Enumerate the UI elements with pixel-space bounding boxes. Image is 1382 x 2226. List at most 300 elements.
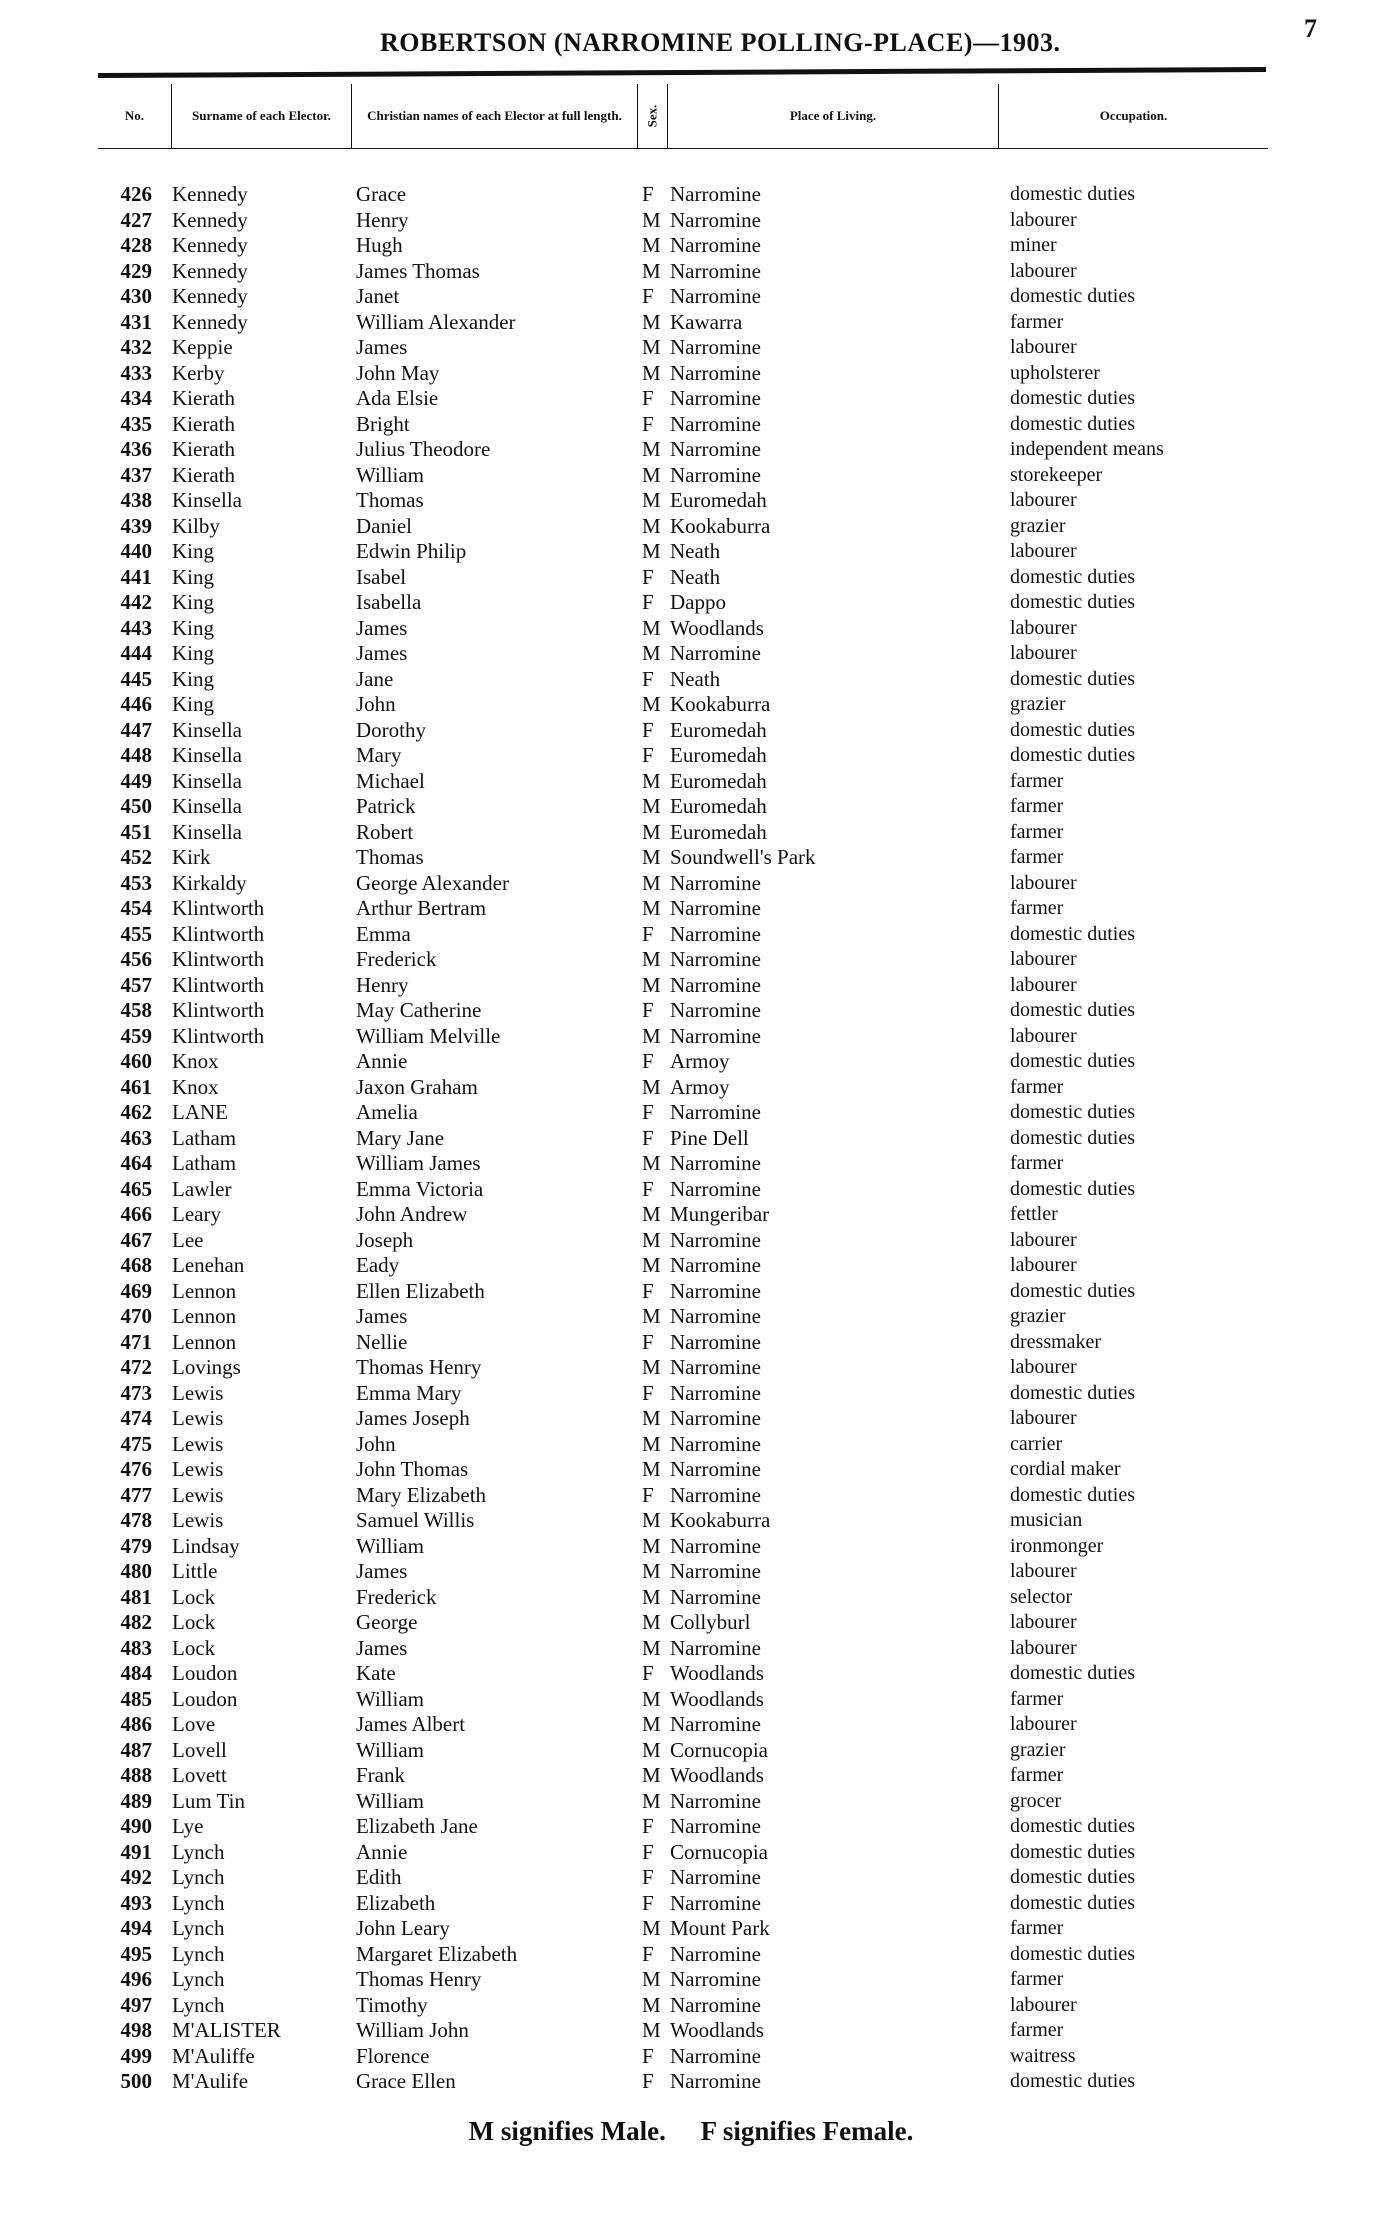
table-row [0,1789,1382,1815]
elector-surname: Kirk [172,845,211,869]
elector-number: 484 [120,1661,152,1685]
elector-number: 470 [120,1304,152,1328]
elector-occupation: domestic duties [1010,1279,1135,1302]
elector-place: Narromine [670,360,761,385]
elector-place: Narromine [670,2069,761,2093]
table-row [0,1253,1382,1279]
elector-occupation: labourer [1010,208,1077,231]
table-row [0,1228,1382,1254]
elector-sex: F [642,411,654,436]
elector-christian-names: Frederick [356,1584,437,1609]
elector-occupation: domestic duties [1010,1050,1135,1072]
elector-sex: M [642,819,661,844]
elector-sex: F [642,1839,654,1864]
elector-place: Narromine [670,870,761,895]
table-row [0,616,1382,642]
elector-christian-names: John [356,1431,396,1456]
elector-occupation: labourer [1010,489,1077,511]
elector-christian-names: William Alexander [356,309,516,334]
elector-place: Narromine [670,921,761,946]
elector-number: 498 [120,2018,152,2042]
elector-christian-names: May Catherine [356,998,482,1022]
elector-occupation: grocer [1010,1789,1062,1812]
elector-number: 439 [120,513,152,538]
elector-christian-names: Ada Elsie [356,386,439,410]
elector-christian-names: John May [356,360,440,385]
elector-occupation: farmer [1010,1075,1064,1098]
elector-christian-names: Annie [356,1839,408,1864]
table-row [0,1330,1382,1356]
elector-christian-names: Emma Mary [356,1380,462,1405]
table-row [0,539,1382,565]
table-row [0,820,1382,846]
elector-place: Neath [670,564,721,589]
elector-place: Narromine [670,258,761,283]
elector-place: Narromine [670,207,761,232]
elector-occupation: labourer [1010,871,1077,894]
elector-place: Narromine [670,1992,761,2017]
elector-christian-names: John [356,692,396,716]
elector-place: Narromine [670,1023,761,1048]
elector-place: Narromine [670,1176,761,1201]
elector-number: 441 [120,564,152,589]
elector-surname: Lynch [172,1967,225,1991]
elector-occupation: farmer [1010,2019,1064,2041]
elector-place: Narromine [670,1533,761,1558]
elector-christian-names: Bright [356,411,410,436]
table-row [0,1712,1382,1738]
elector-sex: M [642,692,661,716]
elector-christian-names: William [356,1788,424,1813]
elector-christian-names: James [356,1559,408,1583]
table-row [0,1100,1382,1126]
elector-number: 459 [120,1023,152,1048]
elector-sex: F [642,1049,654,1073]
elector-christian-names: Grace [356,182,407,206]
elector-christian-names: Samuel Willis [356,1508,475,1532]
header-occupation: Occupation. [1099,108,1168,123]
elector-number: 495 [120,1941,152,1966]
elector-occupation: labourer [1010,1611,1077,1633]
elector-place: Narromine [670,1431,761,1456]
elector-number: 483 [120,1635,152,1660]
elector-sex: M [642,1737,661,1762]
elector-surname: Leary [172,1202,221,1226]
table-row [0,1483,1382,1509]
elector-number: 428 [120,233,152,257]
elector-occupation: domestic duties [1010,1866,1135,1888]
elector-number: 489 [120,1788,152,1813]
elector-surname: Klintworth [172,921,265,946]
elector-place: Narromine [670,1890,761,1915]
elector-number: 469 [120,1278,152,1303]
elector-place: Narromine [670,1584,761,1609]
elector-surname: Kennedy [172,284,248,308]
table-row [0,743,1382,769]
elector-place: Narromine [670,1941,761,1966]
elector-list [0,182,1382,2095]
elector-place: Narromine [670,1355,761,1379]
elector-place: Woodlands [670,2018,764,2042]
elector-number: 434 [120,386,152,410]
elector-occupation: grazier [1010,1305,1066,1327]
elector-christian-names: Frank [356,1763,405,1787]
elector-surname: Kennedy [172,207,248,232]
elector-sex: F [642,2043,654,2068]
elector-sex: M [642,768,661,793]
table-row [0,998,1382,1024]
elector-number: 430 [120,284,152,308]
elector-occupation: carrier [1010,1432,1063,1455]
elector-occupation: selector [1010,1585,1073,1608]
table-row [0,1049,1382,1075]
elector-place: Narromine [670,1967,761,1991]
elector-surname: Kirkaldy [172,870,247,895]
elector-christian-names: William Melville [356,1023,501,1048]
elector-christian-names: Kate [356,1661,396,1685]
elector-christian-names: Jaxon Graham [356,1074,478,1099]
elector-christian-names: William John [356,2018,469,2042]
elector-occupation: domestic duties [1010,744,1135,766]
table-header [98,84,1268,149]
elector-place: Narromine [670,1380,761,1405]
elector-christian-names: Emma [356,921,411,946]
elector-surname: Kinsella [172,794,242,818]
table-row [0,463,1382,489]
elector-christian-names: Joseph [356,1227,414,1252]
elector-christian-names: Henry [356,972,409,997]
elector-place: Narromine [670,437,761,461]
elector-surname: Kinsella [172,819,242,844]
elector-occupation: labourer [1010,1228,1077,1251]
elector-place: Narromine [670,1304,761,1328]
elector-place: Armoy [670,1049,730,1073]
elector-number: 462 [120,1100,152,1124]
elector-sex: M [642,309,661,334]
elector-surname: Lovell [172,1737,227,1762]
elector-surname: Kierath [172,411,235,436]
elector-number: 491 [120,1839,152,1864]
elector-sex: M [642,462,661,487]
elector-number: 440 [120,539,152,563]
elector-number: 451 [120,819,152,844]
elector-number: 472 [120,1355,152,1379]
elector-number: 482 [120,1610,152,1634]
elector-surname: Kinsella [172,768,242,793]
elector-place: Narromine [670,1457,761,1481]
elector-place: Mount Park [670,1916,770,1940]
elector-number: 447 [120,717,152,742]
elector-christian-names: George Alexander [356,870,509,895]
elector-number: 455 [120,921,152,946]
elector-place: Narromine [670,462,761,487]
elector-surname: King [172,539,214,563]
elector-christian-names: Mary Jane [356,1125,445,1150]
table-row [0,667,1382,693]
table-row [0,514,1382,540]
elector-number: 460 [120,1049,152,1073]
elector-number: 452 [120,845,152,869]
elector-occupation: farmer [1010,897,1064,919]
elector-christian-names: Thomas Henry [356,1355,482,1379]
elector-place: Cornucopia [670,1839,768,1864]
elector-christian-names: John Andrew [356,1202,468,1226]
elector-number: 442 [120,590,152,614]
elector-place: Kawarra [670,309,743,334]
elector-number: 471 [120,1329,152,1354]
elector-surname: Lock [172,1635,216,1660]
elector-christian-names: Isabel [356,564,407,589]
table-row [0,1151,1382,1177]
elector-christian-names: Jane [356,666,394,691]
elector-christian-names: James Joseph [356,1406,470,1430]
table-row [0,1126,1382,1152]
elector-place: Narromine [670,284,761,308]
elector-number: 481 [120,1584,152,1609]
elector-occupation: labourer [1010,1713,1077,1735]
elector-occupation: farmer [1010,795,1064,817]
elector-surname: Lynch [172,1941,225,1966]
elector-occupation: storekeeper [1010,463,1103,486]
elector-occupation: farmer [1010,769,1064,792]
table-row [0,1585,1382,1611]
table-row [0,947,1382,973]
elector-sex: F [642,564,654,589]
elector-surname: Keppie [172,335,233,359]
elector-christian-names: Eady [356,1253,400,1277]
header-no: No. [98,84,172,148]
elector-number: 467 [120,1227,152,1252]
elector-sex: F [642,1890,654,1915]
elector-place: Narromine [670,1712,761,1736]
elector-number: 427 [120,207,152,232]
table-row [0,718,1382,744]
table-row [0,1202,1382,1228]
elector-occupation: labourer [1010,616,1077,639]
elector-surname: Lock [172,1584,216,1609]
elector-surname: Klintworth [172,998,265,1022]
elector-sex: M [642,1610,661,1634]
elector-occupation: domestic duties [1010,1815,1135,1837]
elector-occupation: labourer [1010,1993,1077,2016]
elector-christian-names: James Thomas [356,258,480,283]
elector-occupation: labourer [1010,1024,1077,1047]
table-row [0,692,1382,718]
elector-christian-names: Thomas [356,845,424,869]
elector-occupation: labourer [1010,1560,1077,1582]
elector-surname: Lovett [172,1763,227,1787]
elector-sex: F [642,743,654,767]
elector-sex: M [642,1227,661,1252]
elector-sex: M [642,1763,661,1787]
table-row [0,1687,1382,1713]
elector-christian-names: Mary [356,743,402,767]
elector-occupation: musician [1010,1509,1083,1531]
elector-occupation: domestic duties [1010,1662,1135,1684]
elector-place: Narromine [670,641,761,665]
elector-number: 457 [120,972,152,997]
header-sex-label: Sex. [644,104,660,128]
elector-surname: Klintworth [172,972,265,997]
table-row [0,973,1382,999]
elector-occupation: domestic duties [1010,183,1135,205]
elector-christian-names: Janet [356,284,400,308]
elector-number: 478 [120,1508,152,1532]
elector-occupation: farmer [1010,1764,1064,1786]
elector-sex: M [642,1023,661,1048]
elector-place: Euromedah [670,794,767,818]
elector-sex: M [642,335,661,359]
elector-number: 456 [120,947,152,971]
elector-sex: F [642,1865,654,1889]
elector-sex: M [642,1712,661,1736]
elector-sex: F [642,998,654,1022]
elector-occupation: domestic duties [1010,2070,1135,2092]
elector-number: 496 [120,1967,152,1991]
elector-number: 449 [120,768,152,793]
elector-sex: M [642,615,661,640]
elector-sex: F [642,717,654,742]
elector-sex: F [642,921,654,946]
elector-place: Armoy [670,1074,730,1099]
elector-sex: F [642,1814,654,1838]
elector-number: 444 [120,641,152,665]
elector-christian-names: Amelia [356,1100,418,1124]
elector-place: Cornucopia [670,1737,768,1762]
table-row [0,1636,1382,1662]
elector-place: Narromine [670,386,761,410]
elector-surname: Klintworth [172,896,265,920]
elector-sex: M [642,1431,661,1456]
elector-surname: King [172,615,214,640]
elector-occupation: domestic duties [1010,1126,1135,1149]
elector-sex: F [642,1176,654,1201]
table-row [0,794,1382,820]
elector-sex: M [642,1457,661,1481]
elector-surname: Loudon [172,1686,238,1711]
table-row [0,386,1382,412]
elector-surname: King [172,666,214,691]
elector-occupation: labourer [1010,1356,1077,1378]
elector-christian-names: John Leary [356,1916,450,1940]
elector-occupation: domestic duties [1010,285,1135,307]
elector-christian-names: John Thomas [356,1457,469,1481]
elector-sex: F [642,666,654,691]
elector-number: 497 [120,1992,152,2017]
elector-number: 464 [120,1151,152,1175]
elector-surname: Little [172,1559,218,1583]
elector-surname: Lum Tin [172,1788,245,1813]
elector-christian-names: Mary Elizabeth [356,1482,487,1507]
elector-christian-names: William [356,462,424,487]
elector-sex: M [642,1788,661,1813]
elector-surname: Lewis [172,1482,224,1507]
table-row [0,488,1382,514]
elector-surname: Lenehan [172,1253,245,1277]
elector-surname: Kennedy [172,309,248,334]
header-christian-names: Christian names of each Elector at full length. [352,84,638,148]
elector-surname: Kinsella [172,488,242,512]
elector-christian-names: Grace Ellen [356,2069,456,2093]
elector-sex: M [642,360,661,385]
elector-sex: M [642,1304,661,1328]
elector-surname: Lynch [172,1865,225,1889]
elector-sex: F [642,386,654,410]
elector-sex: M [642,1967,661,1991]
elector-occupation: domestic duties [1010,922,1135,945]
elector-sex: F [642,182,654,206]
elector-number: 426 [120,182,152,206]
elector-christian-names: James [356,641,408,665]
elector-christian-names: Dorothy [356,717,426,742]
table-row [0,2069,1382,2095]
elector-place: Narromine [670,1406,761,1430]
elector-surname: Kierath [172,462,235,487]
elector-occupation: farmer [1010,1152,1064,1174]
elector-number: 474 [120,1406,152,1430]
elector-occupation: grazier [1010,514,1066,537]
elector-surname: Kerby [172,360,225,385]
table-row [0,412,1382,438]
elector-surname: Lennon [172,1329,237,1354]
elector-number: 479 [120,1533,152,1558]
table-row [0,590,1382,616]
elector-number: 432 [120,335,152,359]
elector-sex: F [642,2069,654,2093]
elector-christian-names: Edith [356,1865,402,1889]
elector-christian-names: Julius Theodore [356,437,491,461]
elector-surname: Lee [172,1227,204,1252]
table-row [0,845,1382,871]
table-row [0,1865,1382,1891]
elector-christian-names: James [356,1635,408,1660]
elector-occupation: labourer [1010,973,1077,996]
elector-number: 436 [120,437,152,461]
table-row [0,335,1382,361]
elector-sex: F [642,1278,654,1303]
elector-sex: M [642,845,661,869]
elector-number: 448 [120,743,152,767]
table-row [0,1967,1382,1993]
elector-sex: M [642,1916,661,1940]
elector-number: 437 [120,462,152,487]
elector-surname: LANE [172,1100,228,1124]
elector-place: Neath [670,539,721,563]
elector-place: Narromine [670,1482,761,1507]
elector-christian-names: William [356,1533,424,1558]
elector-place: Euromedah [670,717,767,742]
elector-occupation: labourer [1010,259,1077,282]
elector-occupation: domestic duties [1010,387,1135,409]
elector-occupation: upholsterer [1010,361,1100,384]
elector-place: Euromedah [670,488,767,512]
table-row [0,565,1382,591]
elector-surname: Lawler [172,1176,232,1201]
elector-number: 446 [120,692,152,716]
elector-christian-names: Emma Victoria [356,1176,484,1201]
elector-occupation: farmer [1010,820,1064,843]
elector-place: Narromine [670,1329,761,1354]
elector-occupation: dressmaker [1010,1330,1102,1353]
elector-sex: M [642,1559,661,1583]
elector-christian-names: James [356,615,408,640]
elector-place: Euromedah [670,819,767,844]
elector-sex: M [642,2018,661,2042]
elector-surname: Kierath [172,437,235,461]
elector-christian-names: Nellie [356,1329,408,1354]
table-row [0,1559,1382,1585]
elector-surname: Kinsella [172,743,242,767]
